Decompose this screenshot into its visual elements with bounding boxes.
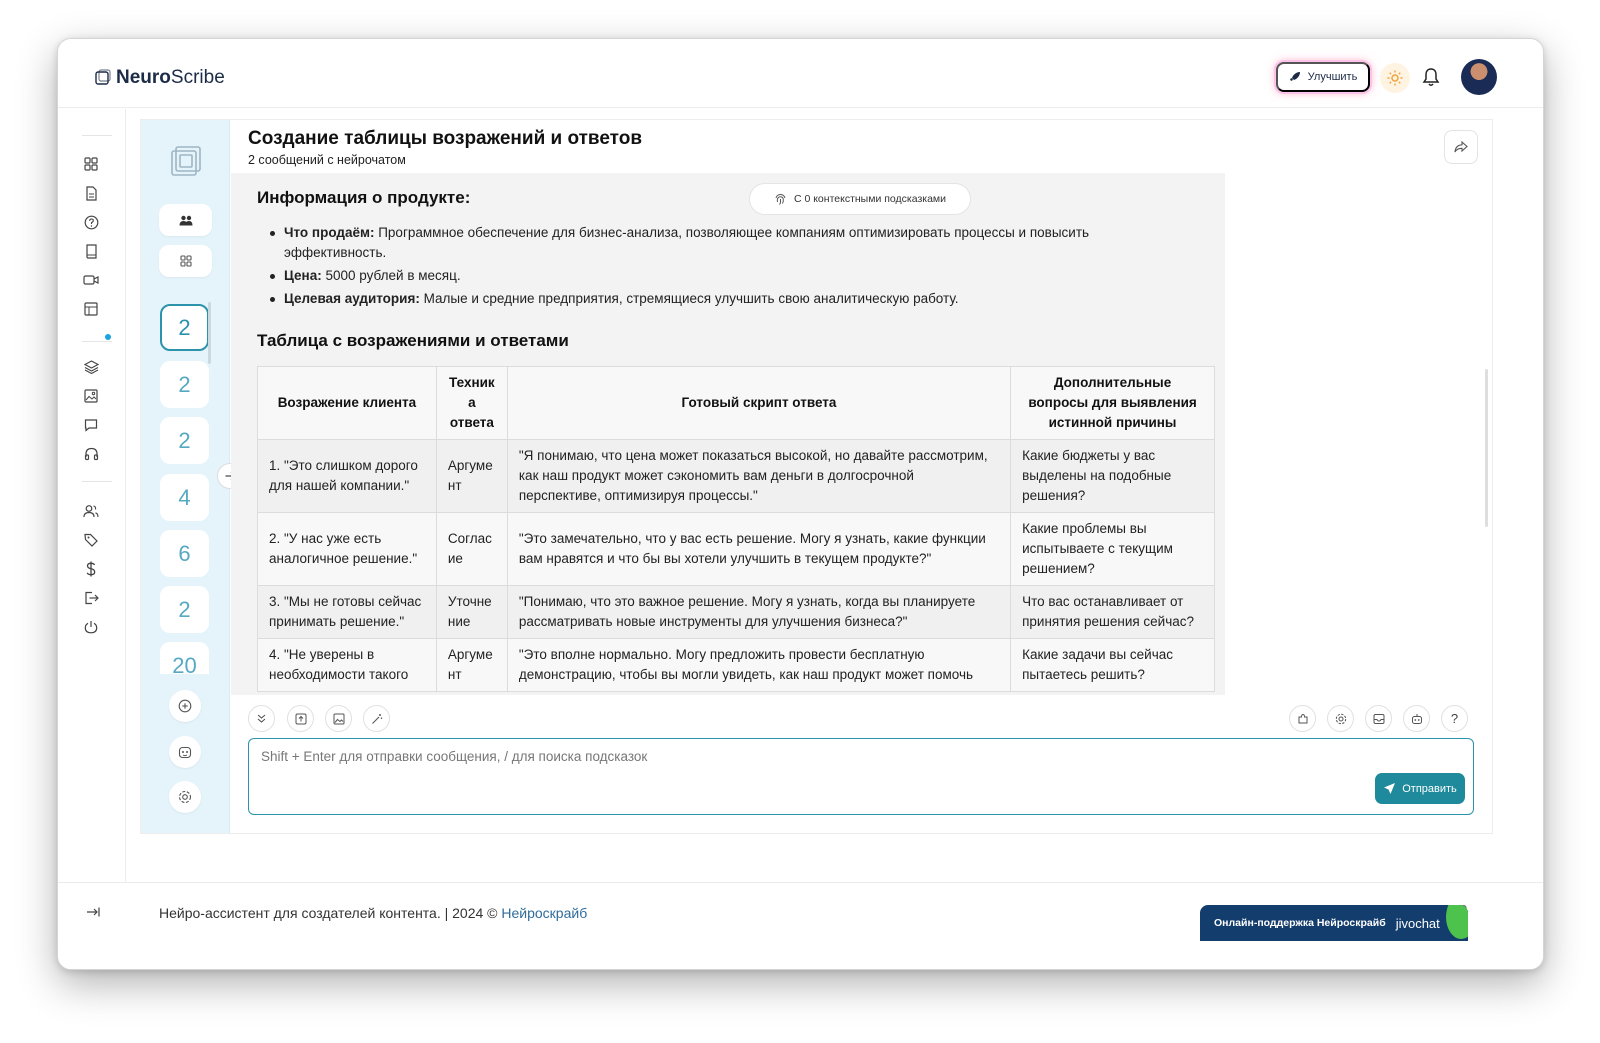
bullet-text: 5000 рублей в месяц.	[325, 268, 461, 283]
table-cell: "Понимаю, что это важное решение. Могу я узнать, когда вы планируете рассматривать новые инструменты для улучшения бизнеса?"	[507, 586, 1010, 639]
rail-chat-item[interactable]: 2	[160, 417, 209, 464]
grid-icon	[180, 255, 192, 267]
rail-grid-button[interactable]	[159, 245, 212, 277]
inbox-icon	[1373, 713, 1385, 725]
table-cell: Аргуме нт	[436, 639, 507, 692]
layers-icon	[84, 360, 99, 374]
chat-title: Создание таблицы возражений и ответов	[248, 128, 643, 149]
table-cell: "Это вполне нормально. Могу предложить провести бесплатную демонстрацию, чтобы вы могли увидеть, как наш продукт может помочь	[507, 639, 1010, 692]
footer-link[interactable]: Нейроскрайб	[501, 905, 588, 921]
send-button[interactable]	[1375, 773, 1465, 804]
table-cell: Аргуме нт	[436, 440, 507, 513]
collapse-nav-button[interactable]	[86, 905, 100, 923]
footer-copy: Нейро-ассистент для создателей контента. | 2024 ©	[159, 905, 502, 921]
rail-chat-item-clip	[160, 642, 209, 674]
share-button[interactable]	[1444, 130, 1478, 164]
nav-video[interactable]	[82, 271, 100, 289]
chat-panel	[140, 119, 1493, 834]
bullet-text: Малые и средние предприятия, стремящиеся улучшить свою аналитическую работу.	[423, 291, 959, 306]
nav-chat[interactable]	[82, 416, 100, 434]
upgrade-label: Улучшить	[1307, 71, 1358, 83]
table-cell: Какие задачи вы сейчас пытаетесь решить?	[1011, 639, 1215, 692]
message-area	[231, 173, 1225, 695]
app-logo[interactable]	[94, 67, 225, 89]
video-icon	[83, 274, 99, 286]
nav-layout[interactable]	[82, 300, 100, 318]
power-icon	[84, 620, 98, 634]
chat-header	[248, 128, 642, 167]
logout-icon	[84, 591, 99, 605]
document-icon	[85, 186, 98, 201]
bot-button[interactable]	[169, 736, 201, 768]
nav-images[interactable]	[82, 387, 100, 405]
nav-divider	[82, 341, 112, 342]
table-row	[258, 639, 1215, 692]
table-cell: 2. "У нас уже есть аналогичное решение."	[258, 513, 437, 586]
send-label: Отправить	[1402, 782, 1457, 795]
table-cell: Какие бюджеты у вас выделены на подобные решения?	[1011, 440, 1215, 513]
logo-mark-icon	[169, 144, 203, 178]
magic-wand-button[interactable]	[363, 705, 390, 732]
list-item	[264, 266, 1144, 286]
sun-icon	[1387, 70, 1403, 86]
rail-chat-item[interactable]: 6	[160, 530, 209, 577]
nav-billing[interactable]	[82, 560, 100, 578]
rail-chat-item[interactable]: 2	[160, 304, 209, 351]
plugin-button[interactable]	[1289, 705, 1316, 732]
bot-settings-button[interactable]	[1403, 705, 1430, 732]
nav-help[interactable]	[82, 213, 100, 231]
rail-scrollbar[interactable]	[208, 302, 211, 364]
table-cell: 3. "Мы не готовы сейчас принимать решение."	[258, 586, 437, 639]
rail-settings-button[interactable]	[169, 781, 201, 813]
nav-dashboard[interactable]	[82, 155, 100, 173]
context-hints-pill[interactable]	[749, 183, 971, 215]
column-header: Возражение клиента	[258, 367, 437, 440]
users-icon	[83, 504, 99, 518]
help-circle-icon	[84, 215, 99, 230]
logo-icon	[94, 69, 112, 87]
book-icon	[85, 244, 98, 259]
table-cell: 1. "Это слишком дорого для нашей компании."	[258, 440, 437, 513]
list-item	[264, 289, 1144, 309]
message-input[interactable]	[261, 749, 1361, 771]
upload-button[interactable]	[287, 705, 314, 732]
settings-icon	[178, 790, 192, 804]
chevrons-down-icon	[256, 713, 267, 724]
bullet-text: Программное обеспечение для бизнес-анализа, позволяющее компаниям оптимизировать процессы и повысить эффективность.	[284, 225, 1090, 260]
bot-face-icon	[178, 745, 192, 759]
column-header: Дополнительные вопросы для выявления истинной причины	[1011, 367, 1215, 440]
plus-circle-icon	[178, 699, 192, 713]
rail-chat-item[interactable]: 2	[160, 361, 209, 408]
rail-users-button[interactable]	[159, 204, 212, 236]
rocket-icon	[1289, 71, 1301, 83]
table-heading: Таблица с возражениями и ответами	[257, 331, 569, 350]
send-icon	[1383, 782, 1396, 795]
table-cell: 4. "Не уверены в необходимости такого	[258, 639, 437, 692]
jivo-brand: jivochat	[1395, 915, 1440, 931]
notifications-button[interactable]	[1422, 67, 1440, 92]
table-row	[258, 440, 1215, 513]
bell-icon	[1422, 67, 1440, 87]
puzzle-icon	[1297, 713, 1309, 725]
table-row	[258, 586, 1215, 639]
nav-divider	[82, 135, 112, 136]
nav-support[interactable]	[82, 445, 100, 463]
upload-icon	[295, 713, 307, 725]
dashboard-icon	[84, 157, 98, 171]
chat-icon	[84, 418, 98, 432]
layout-icon	[84, 302, 98, 316]
composer-toolbar	[248, 705, 1458, 733]
app-window	[57, 38, 1544, 970]
robot-icon	[1411, 713, 1423, 725]
help-button[interactable]	[1441, 705, 1468, 732]
bullet-label: Цена:	[284, 268, 322, 283]
rail-chat-item[interactable]: 20	[160, 642, 209, 674]
bullet-label: Целевая аудитория:	[284, 291, 420, 306]
table-cell: Уточне ние	[436, 586, 507, 639]
expand-button[interactable]	[248, 705, 275, 732]
context-hints-label: С 0 контекстными подсказками	[793, 193, 947, 205]
brand-bold: Neuro	[116, 67, 171, 88]
nav-users[interactable]	[82, 502, 100, 520]
users-icon	[179, 215, 193, 226]
product-heading: Информация о продукте:	[257, 188, 471, 207]
new-indicator	[105, 334, 111, 340]
column-header: Готовый скрипт ответа	[507, 367, 1010, 440]
new-chat-button[interactable]	[169, 690, 201, 722]
magic-wand-icon	[371, 713, 383, 725]
image-icon	[333, 713, 345, 725]
rail-chat-item[interactable]: 4	[160, 474, 209, 521]
inbox-button[interactable]	[1365, 705, 1392, 732]
nav-power[interactable]	[82, 618, 100, 636]
tag-icon	[84, 533, 98, 547]
column-header: Техник а ответа	[436, 367, 507, 440]
table-cell: "Я понимаю, что цена может показаться высокой, но давайте рассмотрим, как наш продукт может сэкономить вам деньги в долгосрочной перспективе, оптимизируя процессы."	[507, 440, 1010, 513]
table-row	[258, 513, 1215, 586]
headphones-icon	[84, 447, 99, 461]
nav-book[interactable]	[82, 242, 100, 260]
top-header	[58, 39, 1543, 108]
left-nav	[58, 109, 126, 970]
image-button[interactable]	[325, 705, 352, 732]
upgrade-button[interactable]	[1276, 62, 1370, 92]
help-icon: ?	[1450, 711, 1459, 726]
rail-logo	[169, 144, 203, 183]
brand-rest: Scribe	[170, 67, 225, 88]
image-icon	[84, 389, 98, 403]
jivo-leaf-icon	[1446, 905, 1468, 939]
support-chat-widget[interactable]	[1200, 905, 1468, 941]
nav-layers[interactable]	[82, 358, 100, 376]
rail-chat-item[interactable]: 2	[160, 586, 209, 633]
list-item	[264, 223, 1144, 263]
nav-documents[interactable]	[82, 184, 100, 202]
share-icon	[1454, 141, 1468, 153]
table-header-row	[258, 367, 1215, 440]
bullet-label: Что продаём:	[284, 225, 375, 240]
dollar-icon	[86, 561, 96, 577]
nav-divider	[82, 481, 112, 482]
message-composer	[248, 738, 1474, 815]
user-avatar[interactable]	[1461, 59, 1497, 95]
table-cell: Какие проблемы вы испытываете с текущим решением?	[1011, 513, 1215, 586]
footer	[58, 882, 1543, 970]
chat-subtitle: 2 сообщений с нейрочатом	[248, 153, 406, 167]
settings-icon	[1335, 713, 1347, 725]
nav-logout[interactable]	[82, 589, 100, 607]
theme-toggle[interactable]	[1380, 63, 1410, 93]
objections-table	[257, 366, 1215, 692]
support-label: Онлайн-поддержка Нейроскрайб	[1214, 917, 1386, 929]
product-info-list	[264, 223, 1144, 312]
footer-text	[159, 905, 587, 921]
arrow-to-right-icon	[86, 906, 100, 918]
nav-tags[interactable]	[82, 531, 100, 549]
table-cell: Соглас ие	[436, 513, 507, 586]
fingerprint-icon	[774, 193, 787, 206]
page-scrollbar[interactable]	[1485, 369, 1488, 527]
table-cell: Что вас останавливает от принятия решения сейчас?	[1011, 586, 1215, 639]
settings-button[interactable]	[1327, 705, 1354, 732]
table-cell: "Это замечательно, что у вас есть решение. Могу я узнать, какие функции вам нравятся и что бы вы хотели улучшить в текущем продукте?"	[507, 513, 1010, 586]
